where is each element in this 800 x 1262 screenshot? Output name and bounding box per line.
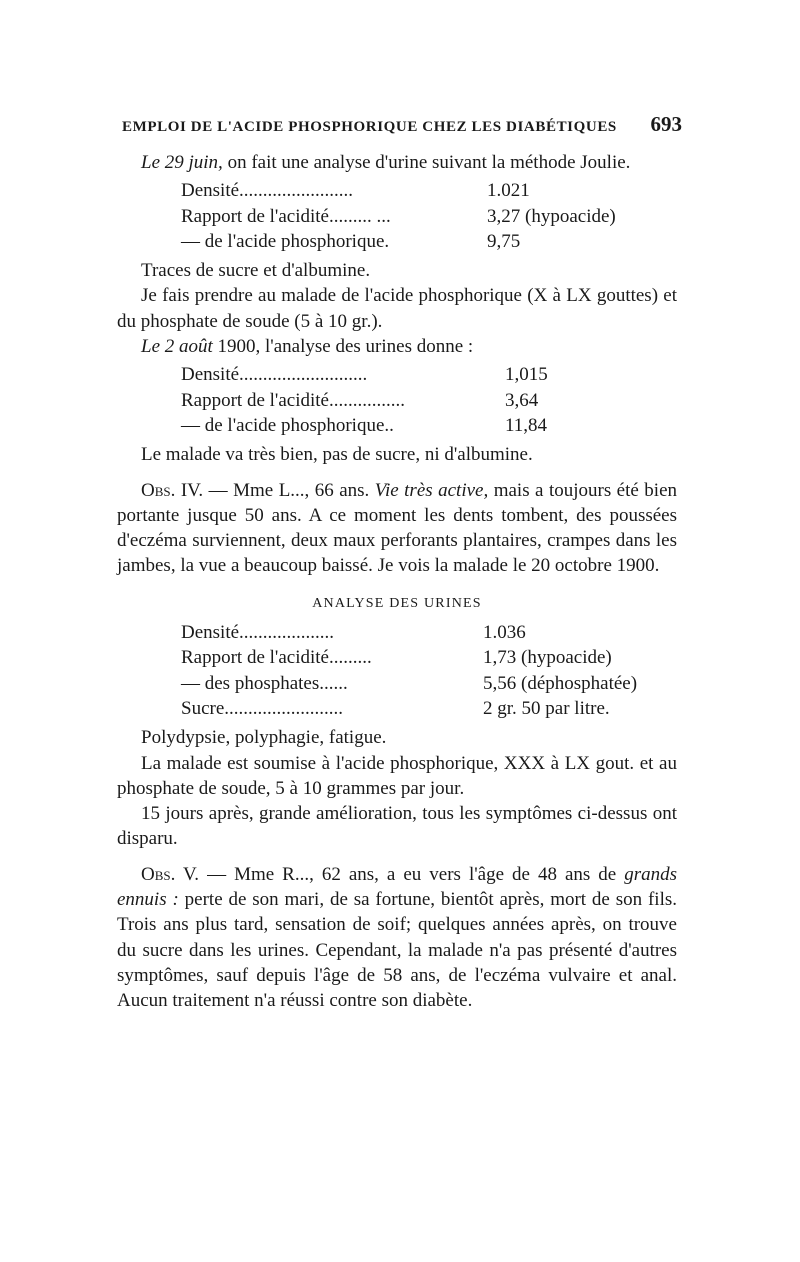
dash: —: [203, 479, 234, 501]
table-row: [181, 178, 701, 203]
observation-label: Obs. V.: [141, 863, 200, 885]
paragraph-treatment-2: La malade est soumise à l'acide phosphorique, XXX à LX gout. et au phosphate de soude, 5 à 10 grammes par jour.: [117, 752, 677, 799]
row-value: 1.036: [483, 622, 526, 644]
table-row: [181, 620, 701, 645]
paragraph-symptoms: Polydypsie, polyphagie, fatigue.: [141, 727, 387, 749]
row-value: 11,84: [505, 414, 548, 436]
italic-phrase: grands ennuis :: [117, 863, 677, 911]
page-number: 693: [650, 112, 682, 136]
paragraph-text: 1900, l'analyse des urines donne :: [212, 336, 474, 358]
row-label: Rapport de l'acidité: [181, 205, 329, 227]
paragraph-improvement: 15 jours après, grande amélioration, tous les symptômes ci-dessus ont disparu.: [117, 803, 677, 850]
row-value: 9,75: [487, 230, 521, 252]
date-29-juin: Le 29 juin,: [141, 152, 223, 173]
paragraph-joulie: [117, 150, 677, 175]
row-dots: ....................: [239, 622, 335, 644]
table-row: [181, 645, 701, 670]
row-dots: ...........................: [239, 364, 368, 386]
row-label: — des phosphates: [181, 672, 320, 694]
analysis-table-2: [181, 362, 701, 438]
row-value: 5,56 (déphosphatée): [483, 672, 638, 694]
row-value: 2 gr. 50 par litre.: [483, 697, 610, 719]
observation-label: Obs. IV.: [141, 479, 204, 501]
row-value: 3,64: [505, 389, 539, 411]
row-dots: ........................: [239, 180, 354, 202]
italic-phrase: Vie très active,: [374, 479, 489, 501]
dash: —: [199, 863, 235, 885]
observation-text: mais a toujours été bien portante jusque 50 ans. A ce moment les dents tombent, des poussées d'eczéma surviennent, deux maux perforants plantaires, crampes dans les jambes, la vue a beaucoup baissé. Je vois la malade le 20 octobre 1900.: [117, 479, 678, 577]
running-title: EMPLOI DE L'ACIDE PHOSPHORIQUE CHEZ LES DIABÉTIQUES: [122, 119, 617, 135]
row-label: Sucre: [181, 697, 225, 719]
table-row: [181, 204, 701, 229]
row-label: Rapport de l'acidité: [181, 389, 329, 411]
date-2-aout: Le 2 août: [141, 336, 213, 358]
row-label: Densité: [181, 364, 240, 386]
paragraph-traces: Traces de sucre et d'albumine.: [141, 260, 371, 282]
row-value: 1,015: [505, 364, 548, 386]
paragraph-aout: [117, 334, 677, 359]
analysis-title: ANALYSE DES URINES: [312, 595, 482, 611]
table-row: [181, 388, 701, 413]
row-label: Densité: [181, 180, 240, 202]
row-dots: ......... ...: [328, 205, 391, 227]
paragraph-treatment: Je fais prendre au malade de l'acide phosphorique (X à LX gouttes) et du phosphate de soude (5 à 10 gr.).: [117, 285, 677, 332]
row-value: 1.021: [487, 180, 530, 202]
spacer: [117, 468, 677, 478]
row-label: — de l'acide phosphorique..: [181, 414, 394, 436]
spacer: [117, 852, 677, 862]
page-header: [122, 112, 682, 137]
row-dots: .........................: [224, 697, 344, 719]
observation-text: perte de son mari, de sa fortune, bientôt après, mort de son fils. Trois ans plus tard, sensation de soif; quelques années après, on trouve du sucre dans les urines. Cependant, la malade n'a pas présenté d'autres symptômes, sauf depuis l'âge de 58 ans, de l'eczéma vulvaire et anal. Aucun traitement n'a réussi contre son diabète.: [117, 889, 678, 1012]
body-text: [117, 150, 677, 1014]
table-row: [181, 229, 701, 254]
patient-name: Mme R..., 62 ans, a eu vers l'âge de 48 ans de: [234, 863, 625, 885]
paragraph-text: on fait une analyse d'urine suivant la méthode Joulie.: [222, 152, 631, 173]
analysis-table-3: [181, 620, 701, 721]
patient-name: Mme L..., 66 ans.: [233, 479, 375, 501]
row-value: 1,73 (hypoacide): [483, 647, 612, 669]
table-row: [181, 413, 701, 438]
table-row: [181, 362, 701, 387]
row-label: — de l'acide phosphorique.: [181, 230, 390, 252]
row-dots: ......: [319, 672, 348, 694]
table-row: [181, 671, 701, 696]
analysis-table-1: [181, 178, 701, 254]
observation-v: [117, 862, 677, 1014]
row-value: 3,27 (hypoacide): [487, 205, 616, 227]
paragraph-result: Le malade va très bien, pas de sucre, ni d'albumine.: [141, 444, 533, 466]
row-dots: ................: [328, 389, 405, 411]
row-dots: .........: [328, 647, 372, 669]
observation-iv: [117, 478, 677, 579]
row-label: Rapport de l'acidité: [181, 647, 329, 669]
table-row: [181, 696, 701, 721]
row-label: Densité: [181, 622, 240, 644]
